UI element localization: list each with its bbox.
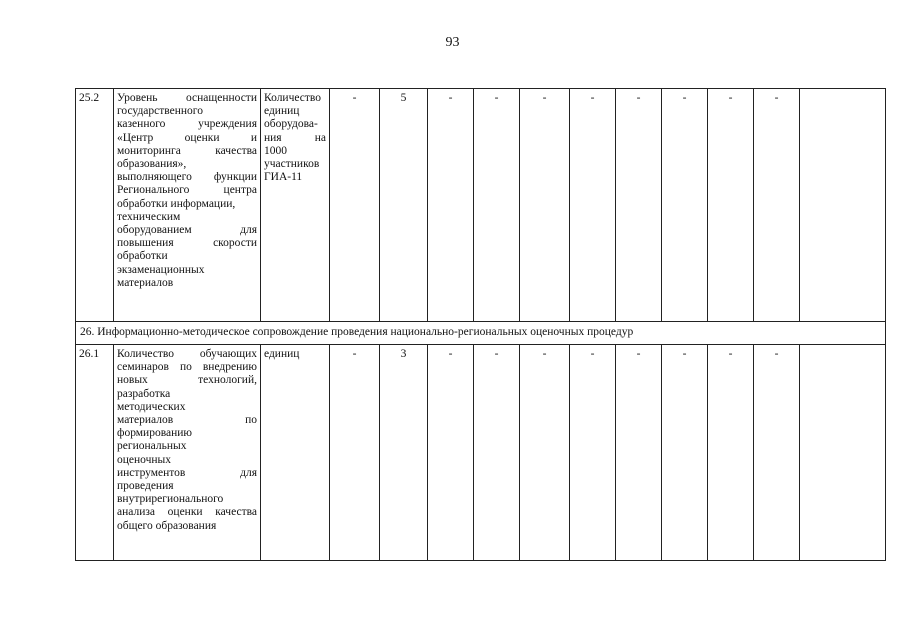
- value-cell: -: [570, 345, 616, 561]
- cell-text-line: участников: [264, 158, 320, 171]
- cell-text-line: Количество обучающих: [117, 348, 257, 360]
- cell-text-line: материалов по: [117, 414, 257, 427]
- value-cell: -: [428, 345, 474, 561]
- cell-text-line: обработки информации,: [117, 197, 236, 210]
- value-cell: -: [330, 89, 380, 322]
- value-cell: -: [616, 345, 662, 561]
- cell-text-line: единиц: [264, 105, 300, 118]
- value-cell: -: [570, 89, 616, 322]
- cell-text-line: оборудованием для: [117, 224, 257, 237]
- indicator-description: [114, 89, 261, 322]
- cell-text-line: материалов: [117, 276, 174, 289]
- value-cell: -: [754, 345, 800, 561]
- cell-text-line: экзаменационных: [117, 263, 205, 276]
- row-number: 26.1: [76, 345, 114, 561]
- row-number: 25.2: [76, 89, 114, 322]
- cell-text-line: мониторинга качества: [117, 144, 257, 157]
- value-cell: -: [520, 345, 570, 561]
- section-header: 26. Информационно-методическое сопровождение проведения национально-региональных оценочных процедур: [76, 322, 886, 345]
- cell-text-line: оценочных: [117, 453, 172, 466]
- value-cell: -: [708, 89, 754, 322]
- cell-text-line: методических: [117, 400, 186, 413]
- value-cell: [800, 89, 886, 322]
- cell-text-line: повышения скорости: [117, 237, 257, 250]
- cell-text-line: региональных: [117, 440, 187, 453]
- value-cell: -: [662, 345, 708, 561]
- cell-text-line: «Центр оценки и: [117, 131, 257, 144]
- cell-text-line: техническим: [117, 210, 181, 223]
- cell-text-line: 1000: [264, 144, 287, 157]
- cell-text-line: Количество: [264, 92, 321, 104]
- cell-text-line: общего образования: [117, 519, 217, 532]
- cell-text-line: инструментов для: [117, 466, 257, 479]
- value-cell: [800, 345, 886, 561]
- indicator-description: [114, 345, 261, 561]
- cell-text-line: образования»,: [117, 158, 187, 171]
- table-row: [76, 89, 886, 322]
- cell-text-line: новых технологий,: [117, 374, 257, 387]
- section-header-row: [76, 322, 886, 345]
- unit-of-measure: [261, 345, 330, 561]
- cell-text-line: оборудова-: [264, 118, 318, 131]
- cell-text-line: единиц: [264, 348, 300, 360]
- value-cell: -: [662, 89, 708, 322]
- value-cell: 3: [380, 345, 428, 561]
- value-cell: -: [330, 345, 380, 561]
- value-cell: -: [428, 89, 474, 322]
- cell-text-line: проведения: [117, 480, 174, 493]
- value-cell: -: [616, 89, 662, 322]
- value-cell: -: [708, 345, 754, 561]
- value-cell: -: [754, 89, 800, 322]
- value-cell: -: [520, 89, 570, 322]
- page-number: 93: [445, 35, 460, 50]
- value-cell: 5: [380, 89, 428, 322]
- cell-text-line: формированию: [117, 427, 192, 440]
- cell-text-line: анализа оценки качества: [117, 506, 257, 519]
- cell-text-line: семинаров по внедрению: [117, 361, 257, 374]
- cell-text-line: казенного учреждения: [117, 118, 257, 131]
- cell-text-line: ния на: [264, 131, 326, 144]
- cell-text-line: обработки: [117, 250, 168, 263]
- table-row: [76, 345, 886, 561]
- cell-text-line: внутрирегионального: [117, 493, 224, 506]
- cell-text-line: государственного: [117, 105, 203, 118]
- value-cell: -: [474, 89, 520, 322]
- cell-text-line: выполняющего функции: [117, 171, 257, 184]
- cell-text-line: Уровень оснащенности: [117, 92, 257, 104]
- cell-text-line: Регионального центра: [117, 184, 257, 197]
- unit-of-measure: [261, 89, 330, 322]
- cell-text-line: разработка: [117, 387, 171, 400]
- indicator-table: [75, 88, 886, 561]
- value-cell: -: [474, 345, 520, 561]
- cell-text-line: ГИА-11: [264, 171, 303, 184]
